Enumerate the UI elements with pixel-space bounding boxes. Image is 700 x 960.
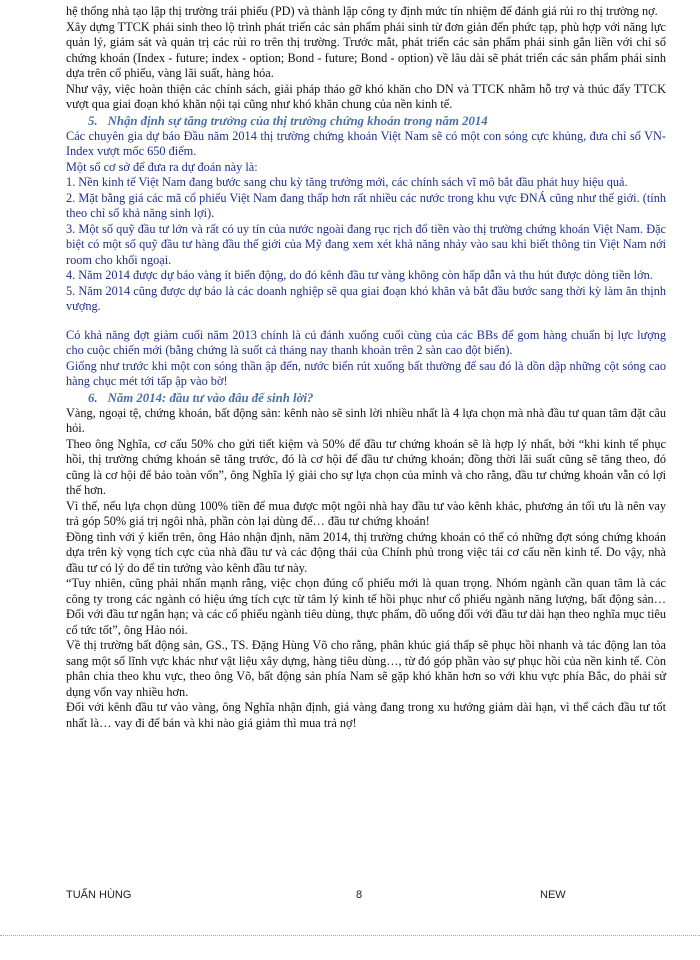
- paragraph: Có khả năng đợt giảm cuối năm 2013 chính là cú đánh xuống cuối cùng của các BBs để gom hàng chuẩn bị lực lượng cho cuộc chiến mới (bằng chứng là suốt cả tháng nay thanh khoản trên 2 sàn cao đột biến).: [66, 327, 666, 357]
- section-number: 5.: [88, 113, 98, 128]
- list-item: 1. Nền kinh tế Việt Nam đang bước sang chu kỳ tăng trưởng mới, các chính sách vĩ mô bắt đầu phát huy hiệu quả.: [66, 175, 628, 189]
- list-item: 5. Năm 2014 cũng được dự báo là các doanh nghiệp sẽ qua giai đoạn khó khăn và bắt đầu bước sang thời kỳ làm ăn thịnh vượng.: [66, 283, 666, 313]
- list-item: 4. Năm 2014 được dự báo vàng ít biến động, do đó kênh đầu tư vàng không còn hấp dẫn và thu hút được dòng tiền lớn.: [66, 268, 653, 282]
- paragraph: Một số cơ sở để đưa ra dự đoán này là:: [66, 159, 258, 174]
- section-6-heading: [66, 390, 666, 406]
- page-body: [66, 4, 666, 731]
- paragraph: Đồng tình với ý kiến trên, ông Hảo nhận định, năm 2014, thị trường chứng khoán có thể có những đợt sóng chứng khoán dựa trên kỳ vọng tích cực của nhà đầu tư và các động thái của Chính phủ trong việc tái cơ cấu nền kinh tế. Do vậy, nhà đầu tư có lý do để tin tưởng vào kênh đầu tư này.: [66, 529, 666, 575]
- footer-author: TUẤN HÙNG: [66, 889, 132, 901]
- paragraph: “Tuy nhiên, cũng phải nhấn mạnh rằng, việc chọn đúng cổ phiếu mới là quan trọng. Nhóm ngành cần quan tâm là các công ty trong các ngành có hiệu ứng tích cực từ tâm lý kinh tế hồi phục như cổ phiếu ngành năng lượng, bất động sản… Đối với đầu tư ngắn hạn; và các cổ phiếu ngành tiêu dùng, thực phẩm, đồ uống đối với đầu tư dài hạn theo nghĩa mục tiêu cổ tức tốt”, ông Hảo nói.: [66, 576, 666, 637]
- section-5-heading: [66, 113, 666, 129]
- paragraph: Về thị trường bất động sản, GS., TS. Đặng Hùng Võ cho rằng, phân khúc giá thấp sẽ phục hồi nhanh và tác động lan tỏa sang một số lĩnh vực khác như vật liệu xây dựng, hàng tiêu dùng…, từ đó góp phần vào sự phục hồi của nền kinh tế. Còn phân chia theo khu vực, theo ông Võ, bất động sản phía Nam sẽ gặp khó khăn hơn so với khu vực phía Bắc, do phải sử dụng vốn vay nhiều hơn.: [66, 638, 666, 699]
- section-title: Nhận định sự tăng trưởng của thị trường chứng khoán trong năm 2014: [107, 113, 488, 128]
- section-5-body: [66, 129, 666, 390]
- page-break-rule: [0, 935, 700, 936]
- list-item: 3. Một số quỹ đầu tư lớn và rất có uy tín của nước ngoài đang rục rịch đổ tiền vào thị trường chứng khoán Việt Nam. Đặc biệt có một số quỹ đầu tư hàng đầu thế giới của Mỹ đang xem xét khả năng nhảy vào sau khi biết thông tin Việt Nam nới room cho khối ngoại.: [66, 221, 666, 267]
- paragraph: Như vậy, việc hoàn thiện các chính sách, giải pháp tháo gỡ khó khăn cho DN và TTCK nhằm hỗ trợ và thúc đẩy TTCK vượt qua giai đoạn khó khăn nội tại cũng như khó khăn chung của nền kinh tế.: [66, 81, 666, 111]
- paragraph: Giống như trước khi một con sóng thần ập đến, nước biển rút xuống bất thường để sau đó là dồn dập những cột sóng cao hàng chục mét tới tấp ập vào bờ!: [66, 358, 666, 388]
- blank-line: [66, 315, 666, 328]
- section-title: Năm 2014: đầu tư vào đâu để sinh lời?: [107, 390, 314, 405]
- paragraph: Các chuyên gia dự báo Đầu năm 2014 thị trường chứng khoán Việt Nam sẽ có một con sóng cực khủng, đưa chỉ số VN-Index vượt mốc 650 điểm.: [66, 128, 666, 158]
- paragraph: Xây dựng TTCK phái sinh theo lộ trình phát triển các sản phẩm phái sinh từ đơn giản đến phức tạp, phù hợp với năng lực quản lý, giám sát và quản trị các rủi ro trên thị trường. Trước mắt, phát triển các sản phẩm phái sinh gắn liền với chỉ số chứng khoán (Index - future; index - option; Bond - future; Bond - option) về lâu dài sẽ phát triển các sản phẩm phái sinh dựa trên cổ phiếu, vàng lãi suất, hàng hóa.: [66, 19, 666, 80]
- list-item: 2. Mặt bằng giá các mã cổ phiếu Việt Nam đang thấp hơn rất nhiều các nước trong khu vực ĐNÁ cũng như thế giới. (tính theo chỉ số khả năng sinh lợi).: [66, 190, 666, 220]
- paragraph: Vàng, ngoại tệ, chứng khoán, bất động sản: kênh nào sẽ sinh lời nhiều nhất là 4 lựa chọn mà nhà đầu tư quan tâm đặt câu hỏi.: [66, 405, 666, 435]
- section-number: 6.: [88, 390, 98, 405]
- footer-tag: NEW: [540, 889, 566, 901]
- paragraph: Theo ông Nghĩa, cơ cấu 50% cho gửi tiết kiệm và 50% để đầu tư chứng khoán sẽ là hợp lý nhất, bởi “khi kinh tế phục hồi, thị trường chứng khoán sẽ tăng trước, đó là cơ hội để đầu tư chứng khoán; đồng thời lãi suất cũng sẽ tăng theo, đó cũng là cơ hội để bảo toàn vốn”, ông Nghĩa lý giải cho sự lựa chọn của mình và cho rằng, đầu tư chứng khoán vẫn có lợi thế hơn.: [66, 436, 666, 497]
- paragraph: Vì thế, nếu lựa chọn dùng 100% tiền để mua được một ngôi nhà hay đầu tư vào kênh khác, phương án tối ưu là nên vay trả góp 50% giá trị ngôi nhà, phần còn lại dùng để… đầu tư chứng khoán!: [66, 498, 666, 528]
- paragraph: Đối với kênh đầu tư vào vàng, ông Nghĩa nhận định, giá vàng đang trong xu hướng giảm dài hạn, vì thế cách đầu tư tốt nhất là… vay đi để bán và khi nào giá giảm thì mua trả nợ!: [66, 700, 666, 730]
- paragraph: hệ thống nhà tạo lập thị trường trái phiếu (PD) và thành lập công ty định mức tín nhiệm để đánh giá rủi ro thị trường nợ.: [66, 4, 658, 18]
- page-number: 8: [356, 889, 363, 901]
